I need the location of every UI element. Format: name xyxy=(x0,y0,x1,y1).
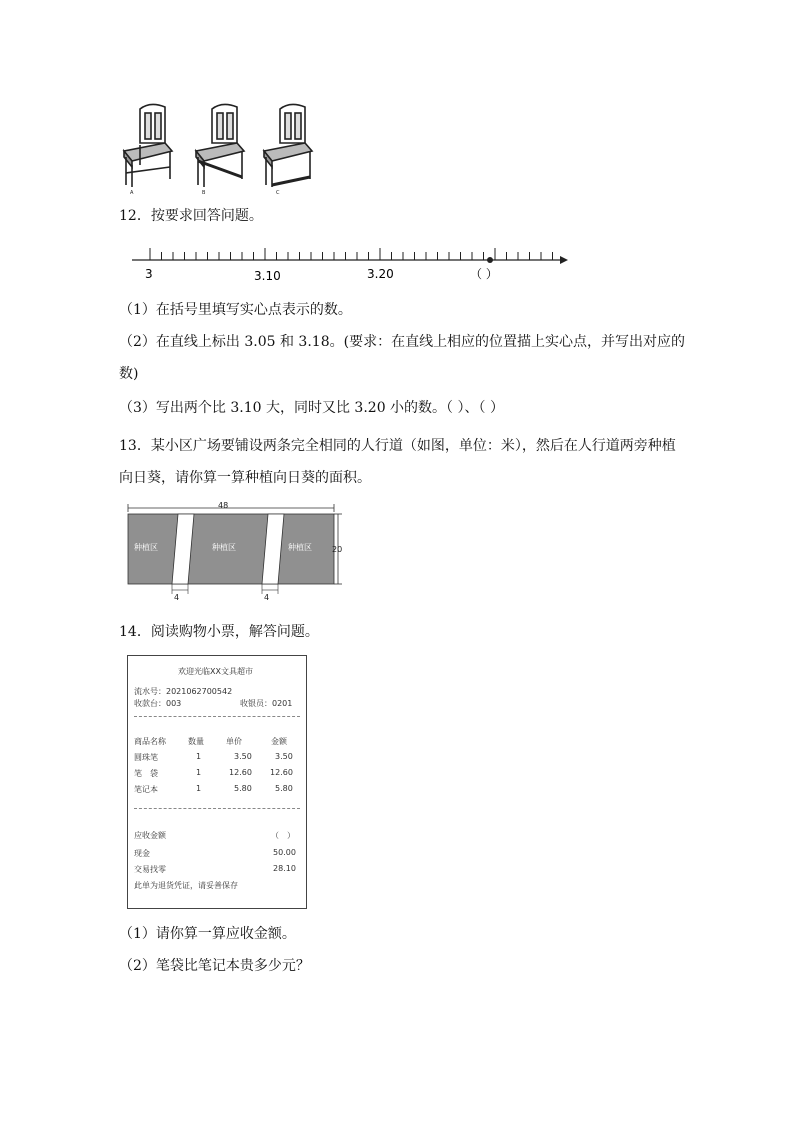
number-line xyxy=(128,240,578,285)
q12-sub3: （3）写出两个比 3.10 大，同时又比 3.20 小的数。（ ）、（ ） xyxy=(119,400,504,416)
receipt-header: 欢迎光临XX文具超市 xyxy=(178,667,253,676)
path-width-label-1: 4 xyxy=(174,593,180,602)
receipt-divider-1 xyxy=(134,716,300,717)
chair-b xyxy=(196,104,244,187)
receipt-divider-2 xyxy=(134,808,300,809)
chairs-illustration xyxy=(110,95,320,200)
width-label: 48 xyxy=(218,501,229,510)
q13-line2: 向日葵，请你算一算种植向日葵的面积。 xyxy=(119,470,371,486)
cash-value: 50.00 xyxy=(273,848,296,857)
q12-sub1: （1）在括号里填写实心点表示的数。 xyxy=(119,302,352,318)
row-0-amount: 3.50 xyxy=(275,752,293,761)
row-1-amount: 12.60 xyxy=(270,768,293,777)
receipt-serial: 流水号：2021062700542 xyxy=(134,687,233,696)
chair-b-label: B xyxy=(202,190,206,196)
chair-a-label: A xyxy=(130,190,134,196)
change-label: 交易找零 xyxy=(134,865,166,874)
receipt xyxy=(127,655,307,909)
solid-point xyxy=(487,257,493,263)
q12-sub2-line2: 数) xyxy=(119,366,139,382)
receivable-label: 应收金额 xyxy=(134,831,166,840)
col-amount: 金额 xyxy=(271,737,287,746)
q14-sub2: （2）笔袋比笔记本贵多少元？ xyxy=(119,958,310,974)
row-1-name: 笔 袋 xyxy=(134,769,158,778)
zone-label-2: 种植区 xyxy=(212,543,236,552)
path-width-label-2: 4 xyxy=(264,593,270,602)
chair-c xyxy=(264,104,312,187)
row-1-price: 12.60 xyxy=(229,768,252,777)
row-2-amount: 5.80 xyxy=(275,784,293,793)
cash-label: 现金 xyxy=(134,849,150,858)
receipt-cashier: 收银员：0201 xyxy=(240,699,293,708)
zone-label-3: 种植区 xyxy=(288,543,312,552)
chair-c-label: C xyxy=(276,190,280,196)
row-0-qty: 1 xyxy=(196,752,202,761)
change-value: 28.10 xyxy=(273,864,296,873)
row-1-qty: 1 xyxy=(196,768,202,777)
row-2-qty: 1 xyxy=(196,784,202,793)
receipt-counter: 收款台：003 xyxy=(134,699,182,708)
zone-label-1: 种植区 xyxy=(134,543,158,552)
height-label: 20 xyxy=(332,545,343,554)
chair-a xyxy=(124,104,172,187)
q12-sub2-line1: （2）在直线上标出 3.05 和 3.18。(要求：在直线上相应的位置描上实心点，并写出对应的 xyxy=(119,334,686,350)
axis-label-3-10: 3.10 xyxy=(254,269,281,283)
row-0-price: 3.50 xyxy=(234,752,252,761)
col-name: 商品名称 xyxy=(134,737,166,746)
axis-label-3: 3 xyxy=(145,267,153,281)
receivable-value: （ ） xyxy=(271,831,295,840)
col-price: 单价 xyxy=(226,737,242,746)
q13-line1: 13．某小区广场要铺设两条完全相同的人行道（如图，单位：米），然后在人行道两旁种植 xyxy=(119,438,676,454)
q14-title: 14．阅读购物小票，解答问题。 xyxy=(119,624,319,640)
axis-label-blank: （ ） xyxy=(470,267,498,281)
receipt-note: 此单为退货凭证，请妥善保存 xyxy=(134,881,238,890)
col-qty: 数量 xyxy=(188,737,204,746)
row-0-name: 圆珠笔 xyxy=(134,753,158,762)
row-2-name: 笔记本 xyxy=(134,785,158,794)
axis-label-3-20: 3.20 xyxy=(367,267,394,281)
row-2-price: 5.80 xyxy=(234,784,252,793)
q12-title: 12．按要求回答问题。 xyxy=(119,208,263,224)
field-diagram xyxy=(122,498,352,602)
q14-sub1: （1）请你算一算应收金额。 xyxy=(119,926,296,942)
